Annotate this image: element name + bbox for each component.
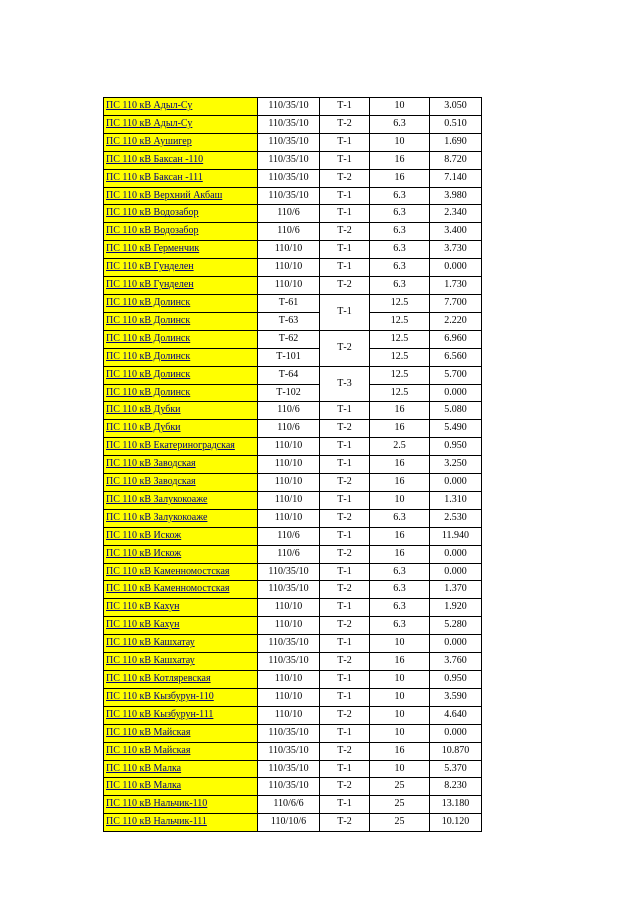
power-cell: 16 (370, 169, 430, 187)
substation-name-cell: ПС 110 кВ Каменномостская (104, 581, 258, 599)
voltage-cell: 110/10 (258, 491, 320, 509)
power-cell: 10 (370, 635, 430, 653)
load-cell: 11.940 (430, 527, 482, 545)
table-row (104, 778, 482, 796)
substation-name-cell: ПС 110 кВ Майская (104, 724, 258, 742)
substation-name-cell: ПС 110 кВ Верхний Акбаш (104, 187, 258, 205)
transformer-cell: Т-3 (320, 366, 370, 402)
substation-name-cell: ПС 110 кВ Залукокоаже (104, 491, 258, 509)
substation-name-cell: ПС 110 кВ Адыл-Су (104, 98, 258, 116)
transformer-cell: Т-1 (320, 635, 370, 653)
load-cell: 3.980 (430, 187, 482, 205)
voltage-cell: 110/6 (258, 205, 320, 223)
transformer-cell: Т-1 (320, 259, 370, 277)
substation-name-cell: ПС 110 кВ Дубки (104, 402, 258, 420)
load-cell: 3.590 (430, 688, 482, 706)
table-row (104, 277, 482, 295)
transformer-cell: Т-2 (320, 474, 370, 492)
voltage-cell: Т-63 (258, 312, 320, 330)
voltage-cell: 110/10 (258, 688, 320, 706)
table-row (104, 366, 482, 384)
voltage-cell: Т-62 (258, 330, 320, 348)
substation-name-cell: ПС 110 кВ Кашхатау (104, 635, 258, 653)
voltage-cell: Т-61 (258, 294, 320, 312)
transformer-cell: Т-2 (320, 223, 370, 241)
load-cell: 0.510 (430, 115, 482, 133)
power-cell: 6.3 (370, 241, 430, 259)
table-row (104, 420, 482, 438)
substation-name-cell: ПС 110 кВ Долинск (104, 366, 258, 384)
table-row (104, 133, 482, 151)
transformer-cell: Т-1 (320, 241, 370, 259)
voltage-cell: 110/35/10 (258, 115, 320, 133)
voltage-cell: 110/10 (258, 617, 320, 635)
substation-name-cell: ПС 110 кВ Нальчик-110 (104, 796, 258, 814)
substation-name-cell: ПС 110 кВ Долинск (104, 330, 258, 348)
power-cell: 12.5 (370, 366, 430, 384)
substation-name-cell: ПС 110 кВ Екатериноградская (104, 438, 258, 456)
voltage-cell: 110/35/10 (258, 742, 320, 760)
table-row (104, 115, 482, 133)
table-row (104, 742, 482, 760)
load-cell: 2.340 (430, 205, 482, 223)
voltage-cell: 110/35/10 (258, 778, 320, 796)
transformer-cell: Т-1 (320, 491, 370, 509)
transformer-cell: Т-2 (320, 509, 370, 527)
load-cell: 13.180 (430, 796, 482, 814)
power-cell: 16 (370, 527, 430, 545)
transformer-cell: Т-2 (320, 420, 370, 438)
power-cell: 16 (370, 151, 430, 169)
load-cell: 1.310 (430, 491, 482, 509)
substation-name-cell: ПС 110 кВ Кахун (104, 617, 258, 635)
transformer-cell: Т-2 (320, 742, 370, 760)
transformer-cell: Т-2 (320, 653, 370, 671)
power-cell: 6.3 (370, 187, 430, 205)
load-cell: 0.000 (430, 724, 482, 742)
table-row (104, 671, 482, 689)
transformer-cell: Т-1 (320, 133, 370, 151)
load-cell: 3.250 (430, 456, 482, 474)
transformer-cell: Т-1 (320, 760, 370, 778)
table-row (104, 151, 482, 169)
voltage-cell: 110/6 (258, 545, 320, 563)
substation-name-cell: ПС 110 кВ Кызбурун-111 (104, 706, 258, 724)
substation-name-cell: ПС 110 кВ Гунделен (104, 259, 258, 277)
table-row (104, 527, 482, 545)
table-row (104, 617, 482, 635)
substation-table (103, 97, 482, 832)
power-cell: 12.5 (370, 348, 430, 366)
transformer-cell: Т-2 (320, 277, 370, 295)
transformer-cell: Т-1 (320, 527, 370, 545)
load-cell: 0.000 (430, 563, 482, 581)
substation-name-cell: ПС 110 кВ Баксан -110 (104, 151, 258, 169)
load-cell: 3.050 (430, 98, 482, 116)
power-cell: 25 (370, 778, 430, 796)
substation-name-cell: ПС 110 кВ Малка (104, 760, 258, 778)
power-cell: 10 (370, 491, 430, 509)
power-cell: 10 (370, 133, 430, 151)
table-row (104, 724, 482, 742)
table-row (104, 760, 482, 778)
power-cell: 10 (370, 706, 430, 724)
transformer-cell: Т-1 (320, 205, 370, 223)
power-cell: 6.3 (370, 277, 430, 295)
substation-name-cell: ПС 110 кВ Искож (104, 527, 258, 545)
transformer-cell: Т-1 (320, 187, 370, 205)
table-row (104, 330, 482, 348)
transformer-cell: Т-1 (320, 796, 370, 814)
transformer-cell: Т-1 (320, 98, 370, 116)
voltage-cell: 110/10 (258, 259, 320, 277)
power-cell: 16 (370, 420, 430, 438)
voltage-cell: 110/35/10 (258, 760, 320, 778)
transformer-cell: Т-1 (320, 563, 370, 581)
table-row (104, 259, 482, 277)
substation-name-cell: ПС 110 кВ Каменномостская (104, 563, 258, 581)
transformer-cell: Т-1 (320, 671, 370, 689)
substation-name-cell: ПС 110 кВ Долинск (104, 294, 258, 312)
power-cell: 16 (370, 402, 430, 420)
load-cell: 0.000 (430, 259, 482, 277)
voltage-cell: 110/35/10 (258, 98, 320, 116)
substation-name-cell: ПС 110 кВ Баксан -111 (104, 169, 258, 187)
table-row (104, 241, 482, 259)
voltage-cell: 110/10 (258, 438, 320, 456)
transformer-cell: Т-2 (320, 581, 370, 599)
load-cell: 3.730 (430, 241, 482, 259)
transformer-cell: Т-1 (320, 438, 370, 456)
table-row (104, 348, 482, 366)
load-cell: 3.760 (430, 653, 482, 671)
table-row (104, 653, 482, 671)
substation-name-cell: ПС 110 кВ Герменчик (104, 241, 258, 259)
table-row (104, 509, 482, 527)
substation-name-cell: ПС 110 кВ Заводская (104, 456, 258, 474)
power-cell: 12.5 (370, 384, 430, 402)
power-cell: 25 (370, 814, 430, 832)
substation-name-cell: ПС 110 кВ Аушигер (104, 133, 258, 151)
table-row (104, 796, 482, 814)
power-cell: 6.3 (370, 581, 430, 599)
power-cell: 6.3 (370, 617, 430, 635)
voltage-cell: 110/35/10 (258, 581, 320, 599)
substation-name-cell: ПС 110 кВ Кызбурун-110 (104, 688, 258, 706)
table-row (104, 312, 482, 330)
load-cell: 5.490 (430, 420, 482, 438)
substation-name-cell: ПС 110 кВ Адыл-Су (104, 115, 258, 133)
load-cell: 0.950 (430, 438, 482, 456)
voltage-cell: 110/35/10 (258, 635, 320, 653)
power-cell: 16 (370, 456, 430, 474)
voltage-cell: 110/10 (258, 241, 320, 259)
load-cell: 6.960 (430, 330, 482, 348)
power-cell: 6.3 (370, 205, 430, 223)
load-cell: 2.220 (430, 312, 482, 330)
substation-name-cell: ПС 110 кВ Водозабор (104, 223, 258, 241)
substation-name-cell: ПС 110 кВ Долинск (104, 312, 258, 330)
transformer-cell: Т-1 (320, 294, 370, 330)
load-cell: 1.370 (430, 581, 482, 599)
voltage-cell: 110/35/10 (258, 151, 320, 169)
load-cell: 10.870 (430, 742, 482, 760)
table-row (104, 187, 482, 205)
table-row (104, 205, 482, 223)
transformer-cell: Т-2 (320, 330, 370, 366)
power-cell: 16 (370, 742, 430, 760)
table-row (104, 384, 482, 402)
transformer-cell: Т-2 (320, 814, 370, 832)
voltage-cell: Т-101 (258, 348, 320, 366)
substation-name-cell: ПС 110 кВ Залукокоаже (104, 509, 258, 527)
power-cell: 16 (370, 653, 430, 671)
power-cell: 12.5 (370, 312, 430, 330)
power-cell: 16 (370, 474, 430, 492)
power-cell: 10 (370, 688, 430, 706)
voltage-cell: 110/6 (258, 223, 320, 241)
power-cell: 16 (370, 545, 430, 563)
table-row (104, 474, 482, 492)
voltage-cell: 110/6/6 (258, 796, 320, 814)
substation-name-cell: ПС 110 кВ Майская (104, 742, 258, 760)
load-cell: 2.530 (430, 509, 482, 527)
transformer-cell: Т-1 (320, 724, 370, 742)
voltage-cell: 110/10 (258, 671, 320, 689)
voltage-cell: 110/6 (258, 402, 320, 420)
voltage-cell: 110/10 (258, 277, 320, 295)
load-cell: 0.000 (430, 384, 482, 402)
substation-name-cell: ПС 110 кВ Долинск (104, 384, 258, 402)
table-row (104, 635, 482, 653)
substation-name-cell: ПС 110 кВ Кашхатау (104, 653, 258, 671)
voltage-cell: 110/6 (258, 527, 320, 545)
power-cell: 6.3 (370, 115, 430, 133)
table-row (104, 491, 482, 509)
table-row (104, 563, 482, 581)
load-cell: 0.950 (430, 671, 482, 689)
power-cell: 6.3 (370, 223, 430, 241)
load-cell: 0.000 (430, 545, 482, 563)
load-cell: 1.690 (430, 133, 482, 151)
power-cell: 2.5 (370, 438, 430, 456)
power-cell: 6.3 (370, 259, 430, 277)
power-cell: 6.3 (370, 563, 430, 581)
voltage-cell: 110/10/6 (258, 814, 320, 832)
substation-name-cell: ПС 110 кВ Дубки (104, 420, 258, 438)
transformer-cell: Т-1 (320, 599, 370, 617)
load-cell: 5.280 (430, 617, 482, 635)
substation-name-cell: ПС 110 кВ Долинск (104, 348, 258, 366)
table-row (104, 688, 482, 706)
power-cell: 10 (370, 724, 430, 742)
voltage-cell: 110/10 (258, 706, 320, 724)
power-cell: 25 (370, 796, 430, 814)
substation-name-cell: ПС 110 кВ Искож (104, 545, 258, 563)
power-cell: 12.5 (370, 330, 430, 348)
load-cell: 8.720 (430, 151, 482, 169)
voltage-cell: 110/35/10 (258, 724, 320, 742)
load-cell: 7.700 (430, 294, 482, 312)
power-cell: 10 (370, 671, 430, 689)
voltage-cell: 110/35/10 (258, 169, 320, 187)
power-cell: 10 (370, 760, 430, 778)
table-row (104, 402, 482, 420)
table-row (104, 456, 482, 474)
table-row (104, 98, 482, 116)
table-row (104, 581, 482, 599)
load-cell: 6.560 (430, 348, 482, 366)
substation-name-cell: ПС 110 кВ Котляревская (104, 671, 258, 689)
voltage-cell: 110/35/10 (258, 187, 320, 205)
voltage-cell: 110/10 (258, 509, 320, 527)
transformer-cell: Т-2 (320, 545, 370, 563)
transformer-cell: Т-2 (320, 706, 370, 724)
transformer-cell: Т-1 (320, 688, 370, 706)
load-cell: 4.640 (430, 706, 482, 724)
power-cell: 10 (370, 98, 430, 116)
table-row (104, 706, 482, 724)
load-cell: 0.000 (430, 635, 482, 653)
table-row (104, 169, 482, 187)
load-cell: 0.000 (430, 474, 482, 492)
voltage-cell: 110/35/10 (258, 653, 320, 671)
substation-name-cell: ПС 110 кВ Нальчик-111 (104, 814, 258, 832)
voltage-cell: 110/10 (258, 456, 320, 474)
table-row (104, 223, 482, 241)
load-cell: 3.400 (430, 223, 482, 241)
voltage-cell: 110/6 (258, 420, 320, 438)
load-cell: 8.230 (430, 778, 482, 796)
transformer-cell: Т-1 (320, 456, 370, 474)
power-cell: 12.5 (370, 294, 430, 312)
substation-name-cell: ПС 110 кВ Заводская (104, 474, 258, 492)
voltage-cell: 110/35/10 (258, 563, 320, 581)
table-row (104, 545, 482, 563)
transformer-cell: Т-2 (320, 617, 370, 635)
voltage-cell: 110/10 (258, 474, 320, 492)
load-cell: 7.140 (430, 169, 482, 187)
load-cell: 1.730 (430, 277, 482, 295)
transformer-cell: Т-2 (320, 115, 370, 133)
transformer-cell: Т-2 (320, 169, 370, 187)
load-cell: 5.080 (430, 402, 482, 420)
transformer-cell: Т-1 (320, 151, 370, 169)
table-row (104, 438, 482, 456)
voltage-cell: Т-64 (258, 366, 320, 384)
transformer-cell: Т-2 (320, 778, 370, 796)
substation-name-cell: ПС 110 кВ Водозабор (104, 205, 258, 223)
transformer-cell: Т-1 (320, 402, 370, 420)
voltage-cell: Т-102 (258, 384, 320, 402)
load-cell: 5.370 (430, 760, 482, 778)
table-row (104, 814, 482, 832)
table-body (104, 98, 482, 832)
substation-name-cell: ПС 110 кВ Гунделен (104, 277, 258, 295)
table-row (104, 294, 482, 312)
table-row (104, 599, 482, 617)
power-cell: 6.3 (370, 599, 430, 617)
substation-name-cell: ПС 110 кВ Кахун (104, 599, 258, 617)
substation-name-cell: ПС 110 кВ Малка (104, 778, 258, 796)
load-cell: 5.700 (430, 366, 482, 384)
voltage-cell: 110/10 (258, 599, 320, 617)
load-cell: 10.120 (430, 814, 482, 832)
voltage-cell: 110/35/10 (258, 133, 320, 151)
load-cell: 1.920 (430, 599, 482, 617)
power-cell: 6.3 (370, 509, 430, 527)
